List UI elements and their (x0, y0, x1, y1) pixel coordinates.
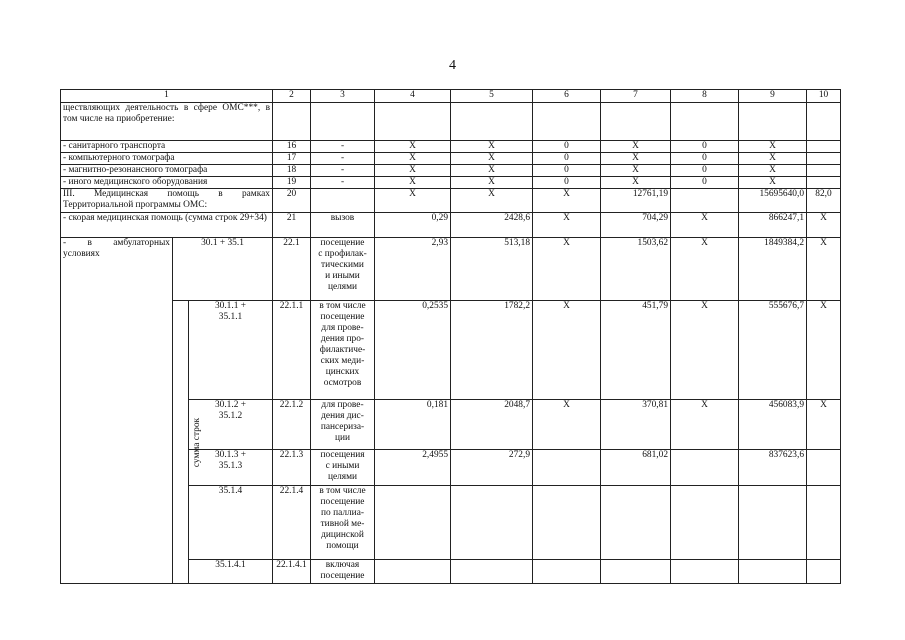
row-label: III. Медицинская помощь в рамках Территориальной программы ОМС: (61, 189, 273, 213)
cell: 0 (533, 177, 601, 189)
row-label: - санитарного транспорта (61, 141, 273, 153)
cell: 19 (273, 177, 311, 189)
cell: 704,29 (601, 213, 671, 238)
cell: - (311, 153, 375, 165)
cell: X (451, 153, 533, 165)
sum-formula: 30.1.2 + 35.1.2 (189, 400, 273, 450)
table-row (61, 153, 841, 165)
cell: X (533, 213, 601, 238)
table-row (61, 301, 841, 400)
cell: X (533, 400, 601, 450)
cell: 17 (273, 153, 311, 165)
cell: X (533, 238, 601, 301)
cell: X (375, 177, 451, 189)
cell: 22.1.4.1 (273, 560, 311, 584)
cell: 22.1 (273, 238, 311, 301)
unit-cell: включая посещение (311, 560, 375, 584)
header-cell: 8 (671, 90, 739, 103)
header-cell: 9 (739, 90, 807, 103)
table-row (61, 141, 841, 153)
sum-formula: 30.1.3 + 35.1.3 (189, 450, 273, 486)
unit-cell: для прове- дения дис- пансериза- ции (311, 400, 375, 450)
page-number: 4 (449, 58, 456, 73)
cell: 22.1.4 (273, 486, 311, 560)
cell: - (311, 141, 375, 153)
cell: 15695640,0 (739, 189, 807, 213)
table-row (61, 103, 841, 141)
cell: 82,0 (807, 189, 841, 213)
statistics-table (60, 89, 841, 584)
sum-formula: 30.1.1 + 35.1.1 (189, 301, 273, 400)
cell: X (671, 400, 739, 450)
row-label: - иного медицинского оборудования (61, 177, 273, 189)
unit-cell: посещения с иными целями (311, 450, 375, 486)
cell: 555676,7 (739, 301, 807, 400)
cell: 2,4955 (375, 450, 451, 486)
header-cell: 4 (375, 90, 451, 103)
cell: 18 (273, 165, 311, 177)
cell: 0 (671, 165, 739, 177)
cell: X (451, 141, 533, 153)
cell: 16 (273, 141, 311, 153)
cell: 21 (273, 213, 311, 238)
cell: X (375, 165, 451, 177)
cell: 0,181 (375, 400, 451, 450)
cell: X (807, 238, 841, 301)
table-row (61, 213, 841, 238)
row-label: - в амбулаторных условиях (61, 238, 173, 584)
cell: 22.1.1 (273, 301, 311, 400)
cell: 451,79 (601, 301, 671, 400)
unit-cell: в том числе посещение для прове- дения про- филактиче- ских меди- цинских осмотров (311, 301, 375, 400)
cell: X (451, 177, 533, 189)
cell: 456083,9 (739, 400, 807, 450)
row-label: ществляющих деятельность в сфере ОМС***, в том числе на приобретение: (61, 103, 273, 141)
cell: 513,18 (451, 238, 533, 301)
sum-formula: 30.1 + 35.1 (173, 238, 273, 301)
header-cell: 10 (807, 90, 841, 103)
sum-formula: 35.1.4 (189, 486, 273, 560)
cell: X (533, 301, 601, 400)
cell: X (807, 301, 841, 400)
cell: 2428,6 (451, 213, 533, 238)
cell: 22.1.2 (273, 400, 311, 450)
cell: X (451, 165, 533, 177)
cell: X (739, 165, 807, 177)
row-label: - компьютерного томографа (61, 153, 273, 165)
table-row (61, 165, 841, 177)
cell: X (807, 400, 841, 450)
cell: 2048,7 (451, 400, 533, 450)
header-cell: 1 (61, 90, 273, 103)
vertical-label-text: сумма строк (192, 417, 203, 467)
cell: X (739, 141, 807, 153)
cell: X (601, 153, 671, 165)
cell: X (451, 189, 533, 213)
cell: X (601, 165, 671, 177)
cell: X (601, 141, 671, 153)
table-row (61, 177, 841, 189)
cell: X (533, 189, 601, 213)
cell: 20 (273, 189, 311, 213)
cell: 837623,6 (739, 450, 807, 486)
cell: 2,93 (375, 238, 451, 301)
header-cell: 5 (451, 90, 533, 103)
cell: X (375, 189, 451, 213)
cell: X (601, 177, 671, 189)
cell: 0 (533, 141, 601, 153)
cell: 1782,2 (451, 301, 533, 400)
cell: 0 (671, 141, 739, 153)
header-cell: 6 (533, 90, 601, 103)
table-row (61, 189, 841, 213)
header-cell: 3 (311, 90, 375, 103)
cell: 0,2535 (375, 301, 451, 400)
row-label: - магнитно-резонансного томографа (61, 165, 273, 177)
cell: - (311, 177, 375, 189)
cell: 272,9 (451, 450, 533, 486)
header-cell: 2 (273, 90, 311, 103)
cell: вызов (311, 213, 375, 238)
cell: X (671, 238, 739, 301)
cell: 370,81 (601, 400, 671, 450)
header-cell: 7 (601, 90, 671, 103)
cell: 866247,1 (739, 213, 807, 238)
cell: X (671, 301, 739, 400)
table-row (61, 238, 841, 301)
cell: X (739, 177, 807, 189)
cell: 0 (671, 153, 739, 165)
vertical-label (173, 301, 203, 584)
row-label: - скорая медицинская помощь (сумма строк 29+34) (61, 213, 273, 238)
cell: 0 (533, 153, 601, 165)
cell: X (739, 153, 807, 165)
cell: 681,02 (601, 450, 671, 486)
cell: X (375, 141, 451, 153)
cell: 1503,62 (601, 238, 671, 301)
cell: - (311, 165, 375, 177)
cell: 22.1.3 (273, 450, 311, 486)
cell: X (671, 213, 739, 238)
unit-cell: посещение с профилак- тическими и иными целями (311, 238, 375, 301)
cell: 0 (671, 177, 739, 189)
cell: 12761,19 (601, 189, 671, 213)
header-row (61, 90, 841, 103)
cell: 1849384,2 (739, 238, 807, 301)
cell: X (375, 153, 451, 165)
cell: 0,29 (375, 213, 451, 238)
cell: X (807, 213, 841, 238)
sum-formula: 35.1.4.1 (189, 560, 273, 584)
cell: 0 (533, 165, 601, 177)
unit-cell: в том числе посещение по паллиа- тивной ме- дицинской помощи (311, 486, 375, 560)
